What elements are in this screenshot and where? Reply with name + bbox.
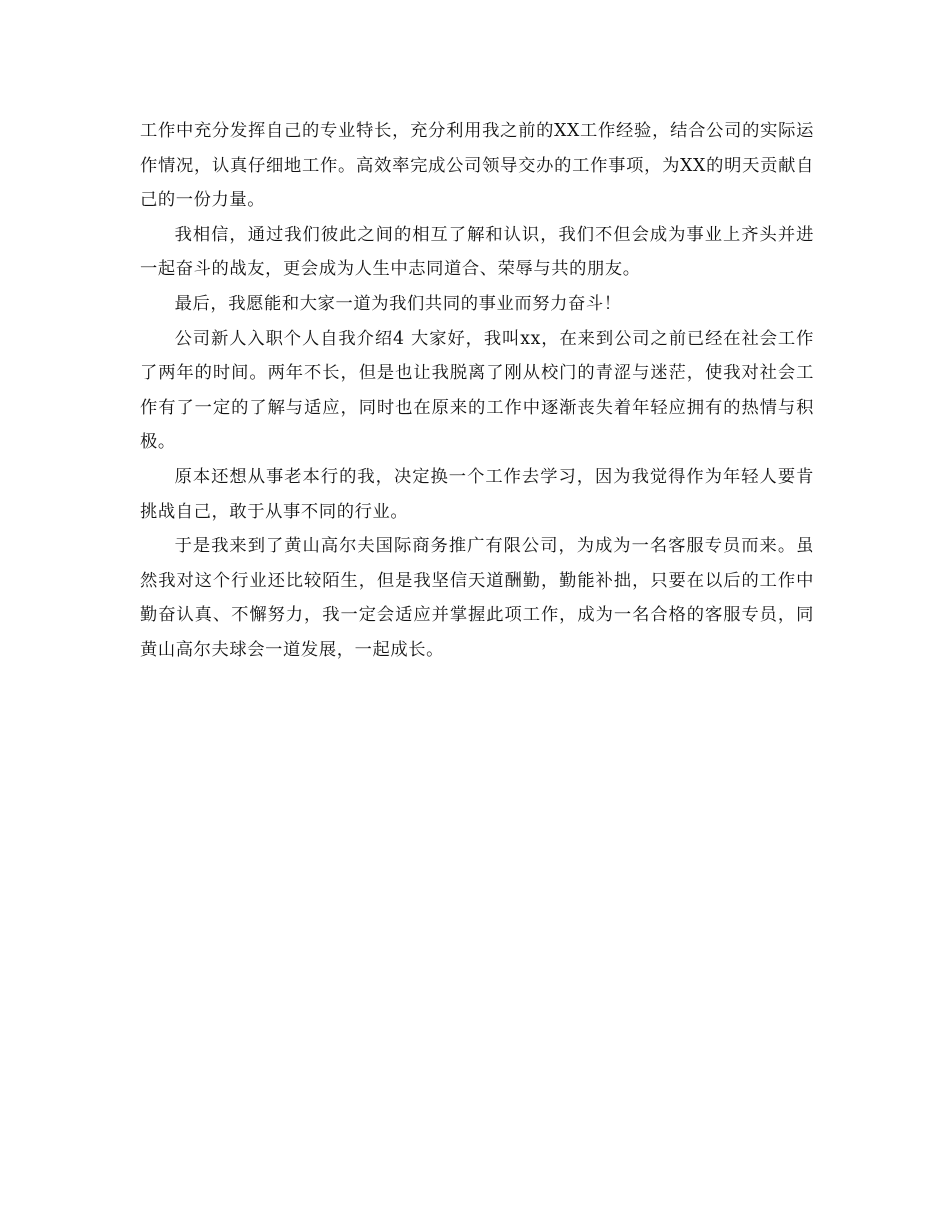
- paragraph-6: 于是我来到了黄山高尔夫国际商务推广有限公司，为成为一名客服专员而来。虽然我对这个行业还比较陌生，但是我坚信天道酬勤，勤能补拙，只要在以后的工作中勤奋认真、不懈努力，我一定会适应并掌握此项工作，成为一名合格的客服专员，同黄山高尔夫球会一道发展，一起成长。: [140, 536, 814, 660]
- paragraph-2: 我相信，通过我们彼此之间的相互了解和认识，我们不但会成为事业上齐头并进一起奋斗的战友，更会成为人生中志同道合、荣辱与共的朋友。: [140, 224, 814, 280]
- paragraph-1: 工作中充分发挥自己的专业特长，充分利用我之前的XX工作经验，结合公司的实际运作情况，认真仔细地工作。高效率完成公司领导交办的工作事项，为XX的明天贡献自己的一份力量。: [140, 121, 814, 211]
- paragraph-5: 原本还想从事老本行的我，决定换一个工作去学习，因为我觉得作为年轻人要肯挑战自己，敢于从事不同的行业。: [140, 466, 814, 522]
- paragraph-4: 公司新人入职个人自我介绍4 大家好，我叫xx，在来到公司之前已经在社会工作了两年的时间。两年不长，但是也让我脱离了刚从校门的青涩与迷茫，使我对社会工作有了一定的了解与适应，同时也在原来的工作中逐渐丧失着年轻应拥有的热情与积极。: [140, 328, 814, 453]
- paragraph-3: 最后，我愿能和大家一道为我们共同的事业而努力奋斗！: [174, 293, 622, 314]
- document-body: [140, 114, 814, 668]
